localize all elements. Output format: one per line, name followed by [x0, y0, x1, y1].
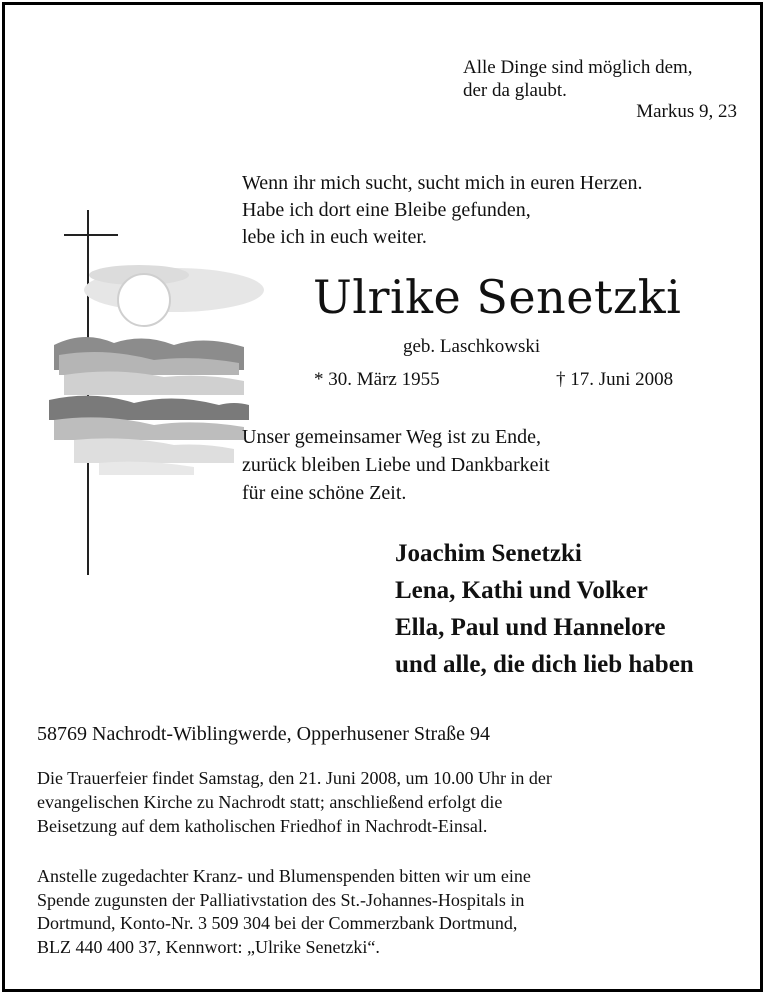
donation-line: BLZ 440 400 37, Kennwort: „Ulrike Senetzki“. — [37, 936, 380, 957]
donation-line: Anstelle zugedachter Kranz- und Blumenspenden bitten wir um eine — [37, 866, 531, 886]
mourner-line: Lena, Kathi und Volker — [395, 577, 648, 604]
ceremony-line: evangelischen Kirche zu Nachrodt statt; anschließend erfolgt die — [37, 792, 503, 812]
tribute-line: zurück bleiben Liebe und Dankbarkeit — [242, 454, 550, 476]
address: 58769 Nachrodt-Wiblingwerde, Opperhusener Straße 94 — [37, 723, 490, 745]
epigraph-line: der da glaubt. — [463, 80, 567, 101]
ceremony-notice — [37, 766, 552, 838]
mourner-line: Joachim Senetzki — [395, 540, 582, 567]
moon-landscape-illustration — [44, 205, 264, 580]
poem-line: Habe ich dort eine Bleibe gefunden, — [242, 199, 531, 221]
ceremony-line: Die Trauerfeier findet Samstag, den 21. Juni 2008, um 10.00 Uhr in der — [37, 768, 552, 788]
birth-date: * 30. März 1955 — [314, 369, 440, 390]
epigraph — [463, 56, 693, 102]
tribute-line: Unser gemeinsamer Weg ist zu Ende, — [242, 426, 542, 448]
deceased-name: Ulrike Senetzki — [313, 270, 682, 324]
donation-notice — [37, 865, 531, 959]
poem — [242, 170, 643, 251]
death-date: † 17. Juni 2008 — [556, 369, 674, 390]
tribute-line: für eine schöne Zeit. — [242, 482, 407, 504]
poem-line: lebe ich in euch weiter. — [242, 226, 427, 248]
ceremony-line: Beisetzung auf dem katholischen Friedhof in Nachrodt-Einsal. — [37, 816, 488, 836]
donation-line: Dortmund, Konto-Nr. 3 509 304 bei der Commerzbank Dortmund, — [37, 913, 518, 933]
mourners — [395, 535, 694, 683]
mourner-line: Ella, Paul und Hannelore — [395, 614, 666, 641]
epigraph-reference: Markus 9, 23 — [636, 101, 737, 122]
birth-name: geb. Laschkowski — [403, 336, 541, 357]
poem-line: Wenn ihr mich sucht, sucht mich in euren Herzen. — [242, 172, 643, 194]
mourner-line: und alle, die dich lieb haben — [395, 651, 694, 678]
donation-line: Spende zugunsten der Palliativstation des St.-Johannes-Hospitals in — [37, 889, 525, 910]
tribute — [242, 423, 550, 507]
epigraph-line: Alle Dinge sind möglich dem, — [463, 57, 693, 78]
